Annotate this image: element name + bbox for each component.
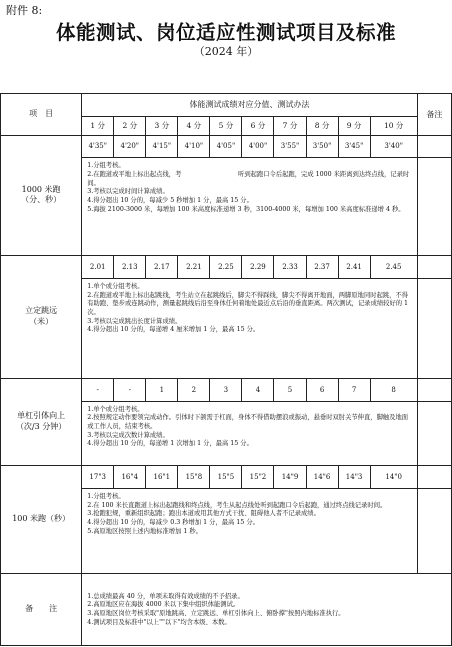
value-cell: 2.41 (338, 256, 370, 279)
value-cell: 14"6 (306, 466, 338, 489)
value-cell: 2.37 (306, 256, 338, 279)
score-header-cell: 2 分 (114, 116, 146, 135)
value-cell: 14"9 (274, 466, 306, 489)
header-note-cell: 备注 (417, 94, 451, 136)
note-cell (417, 466, 451, 489)
standards-table (0, 93, 452, 646)
year-subtitle: （2024 年） (193, 45, 259, 58)
value-cell: 4'10" (178, 135, 210, 158)
desc-1000m: 1.分组考核。 2.在跑道或平地上标出起点线，考 听到起跑口令后起跑，完成 1000 米距离到达终点线，记录时间。 3.考核以完成时间计算成绩。 4.得分超出 10 分的，每减少 5 秒增加 1 分，最高 15 分。 5.海拔 2100-3000 米，每增加 100 米高度标准递增 3 秒，3100-4000 米，每增加 100 米高度标准递增 4 秒。 (82, 158, 418, 256)
score-header-cell: 10 分 (370, 116, 417, 135)
value-cell: 16"4 (114, 466, 146, 489)
value-cell: 8 (370, 378, 417, 401)
score-header-cell: 6 分 (242, 116, 274, 135)
value-cell: 2.17 (146, 256, 178, 279)
value-cell: 4'20" (114, 135, 146, 158)
value-cell: 4'15" (146, 135, 178, 158)
value-cell: 6 (306, 378, 338, 401)
value-cell: 4'35" (82, 135, 114, 158)
value-cell: 4 (242, 378, 274, 401)
value-cell: 17"3 (82, 466, 114, 489)
desc-standing-jump: 1.单个或分组考核。 2.在跑道或平地上标出起跳线，考生站立在起跳线后，脚尖不得踩线，脚尖不得离开地面，两脚原地同时起跳，不得有助跑、垫步或连跳动作，测量起跳线后沿至身体任何着地处最近点后沿的垂直距离。两次测试，记录成绩较好的 1 次。 3.考核以完成跳出长度计算成绩。 4.得分超出 10 分的，每递增 4 厘米增加 1 分，最高 15 分。 (82, 278, 418, 378)
value-cell: 2.29 (242, 256, 274, 279)
score-header-cell: 9 分 (338, 116, 370, 135)
header-lead-cell: 体能测试成绩对应分值、测试办法 (82, 94, 418, 117)
value-cell: 3'55" (274, 135, 306, 158)
value-cell: 2.33 (274, 256, 306, 279)
header-item-cell: 项 目 (1, 94, 82, 136)
value-cell: - (82, 378, 114, 401)
item-name-standing-jump: 立定跳远 （米） (1, 256, 82, 379)
score-header-cell: 1 分 (82, 116, 114, 135)
value-cell: - (114, 378, 146, 401)
value-cell: 14"0 (370, 466, 417, 489)
value-cell: 4'05" (210, 135, 242, 158)
score-header-cell: 4 分 (178, 116, 210, 135)
note-cell (417, 135, 451, 158)
value-cell: 2 (178, 378, 210, 401)
value-cell: 1 (146, 378, 178, 401)
note-cell-1000m (417, 158, 451, 256)
note-cell (417, 256, 451, 279)
note-cell-pull-up (417, 401, 451, 465)
score-header-cell: 8 分 (306, 116, 338, 135)
remarks-text: 1.总成绩最高 40 分，单项未取得有效成绩的不予招录。 2.高原地区应在海拔 4000 米以下集中组织体能测试。 3.高原地区岗位考核采取"原地跳高、立定跳远、单杠引体向上、俯卧撑"按照内地标准执行。 4.测试项目及标准中"以上""以下"均含本级、本数。 (82, 574, 452, 646)
note-cell (417, 378, 451, 401)
score-header-cell: 3 分 (146, 116, 178, 135)
value-cell: 5 (274, 378, 306, 401)
value-cell: 7 (338, 378, 370, 401)
value-cell: 14"3 (338, 466, 370, 489)
remarks-label: 备 注 (1, 574, 82, 646)
note-cell-100m (417, 488, 451, 573)
value-cell: 2.25 (210, 256, 242, 279)
value-cell: 3'50" (306, 135, 338, 158)
desc-100m: 1.分组考核。 2.在 100 米长直跑道上标出起跑线和终点线，考生从起点线处听到起跑口令后起跑，通过终点线记录时间。 3.抢跑犯规，重新组织起跑；跑出本道或用其他方式干扰、阻碍他人者不记录成绩。 4.得分超出 10 分的，每减少 0.3 秒增加 1 分，最高 15 分。 5.高原地区按照上述内地标准增加 1 秒。 (82, 488, 418, 573)
page-title: 体能测试、岗位适应性测试项目及标准 (55, 21, 396, 44)
desc-pull-up: 1.单个或分组考核。 2.按照规定动作要领完成动作。引体时下颌需于杠面，身体不得借助摆浪或振动，悬垂时双肘关节伸直，脚触及地面或工作人员，结束考核。 3.考核以完成次数计算成绩。 4.得分超出 10 分的，每递增 1 次增加 1 分，最高 15 分。 (82, 401, 418, 465)
value-cell: 3 (210, 378, 242, 401)
annex-label: 附件 8: (6, 4, 43, 17)
value-cell: 2.45 (370, 256, 417, 279)
value-cell: 4'00" (242, 135, 274, 158)
value-cell: 2.13 (114, 256, 146, 279)
value-cell: 3'45" (338, 135, 370, 158)
score-header-cell: 5 分 (210, 116, 242, 135)
item-name-100m: 100 米跑（秒） (1, 466, 82, 574)
value-cell: 16"1 (146, 466, 178, 489)
item-name-1000m: 1000 米跑 （分、秒） (1, 135, 82, 256)
value-cell: 15"8 (178, 466, 210, 489)
item-name-pull-up: 单杠引体向上 （次/3 分钟） (1, 378, 82, 465)
score-header-cell: 7 分 (274, 116, 306, 135)
note-cell-standing-jump (417, 278, 451, 378)
value-cell: 2.21 (178, 256, 210, 279)
value-cell: 3'40" (370, 135, 417, 158)
value-cell: 15"2 (242, 466, 274, 489)
value-cell: 2.01 (82, 256, 114, 279)
value-cell: 15"5 (210, 466, 242, 489)
